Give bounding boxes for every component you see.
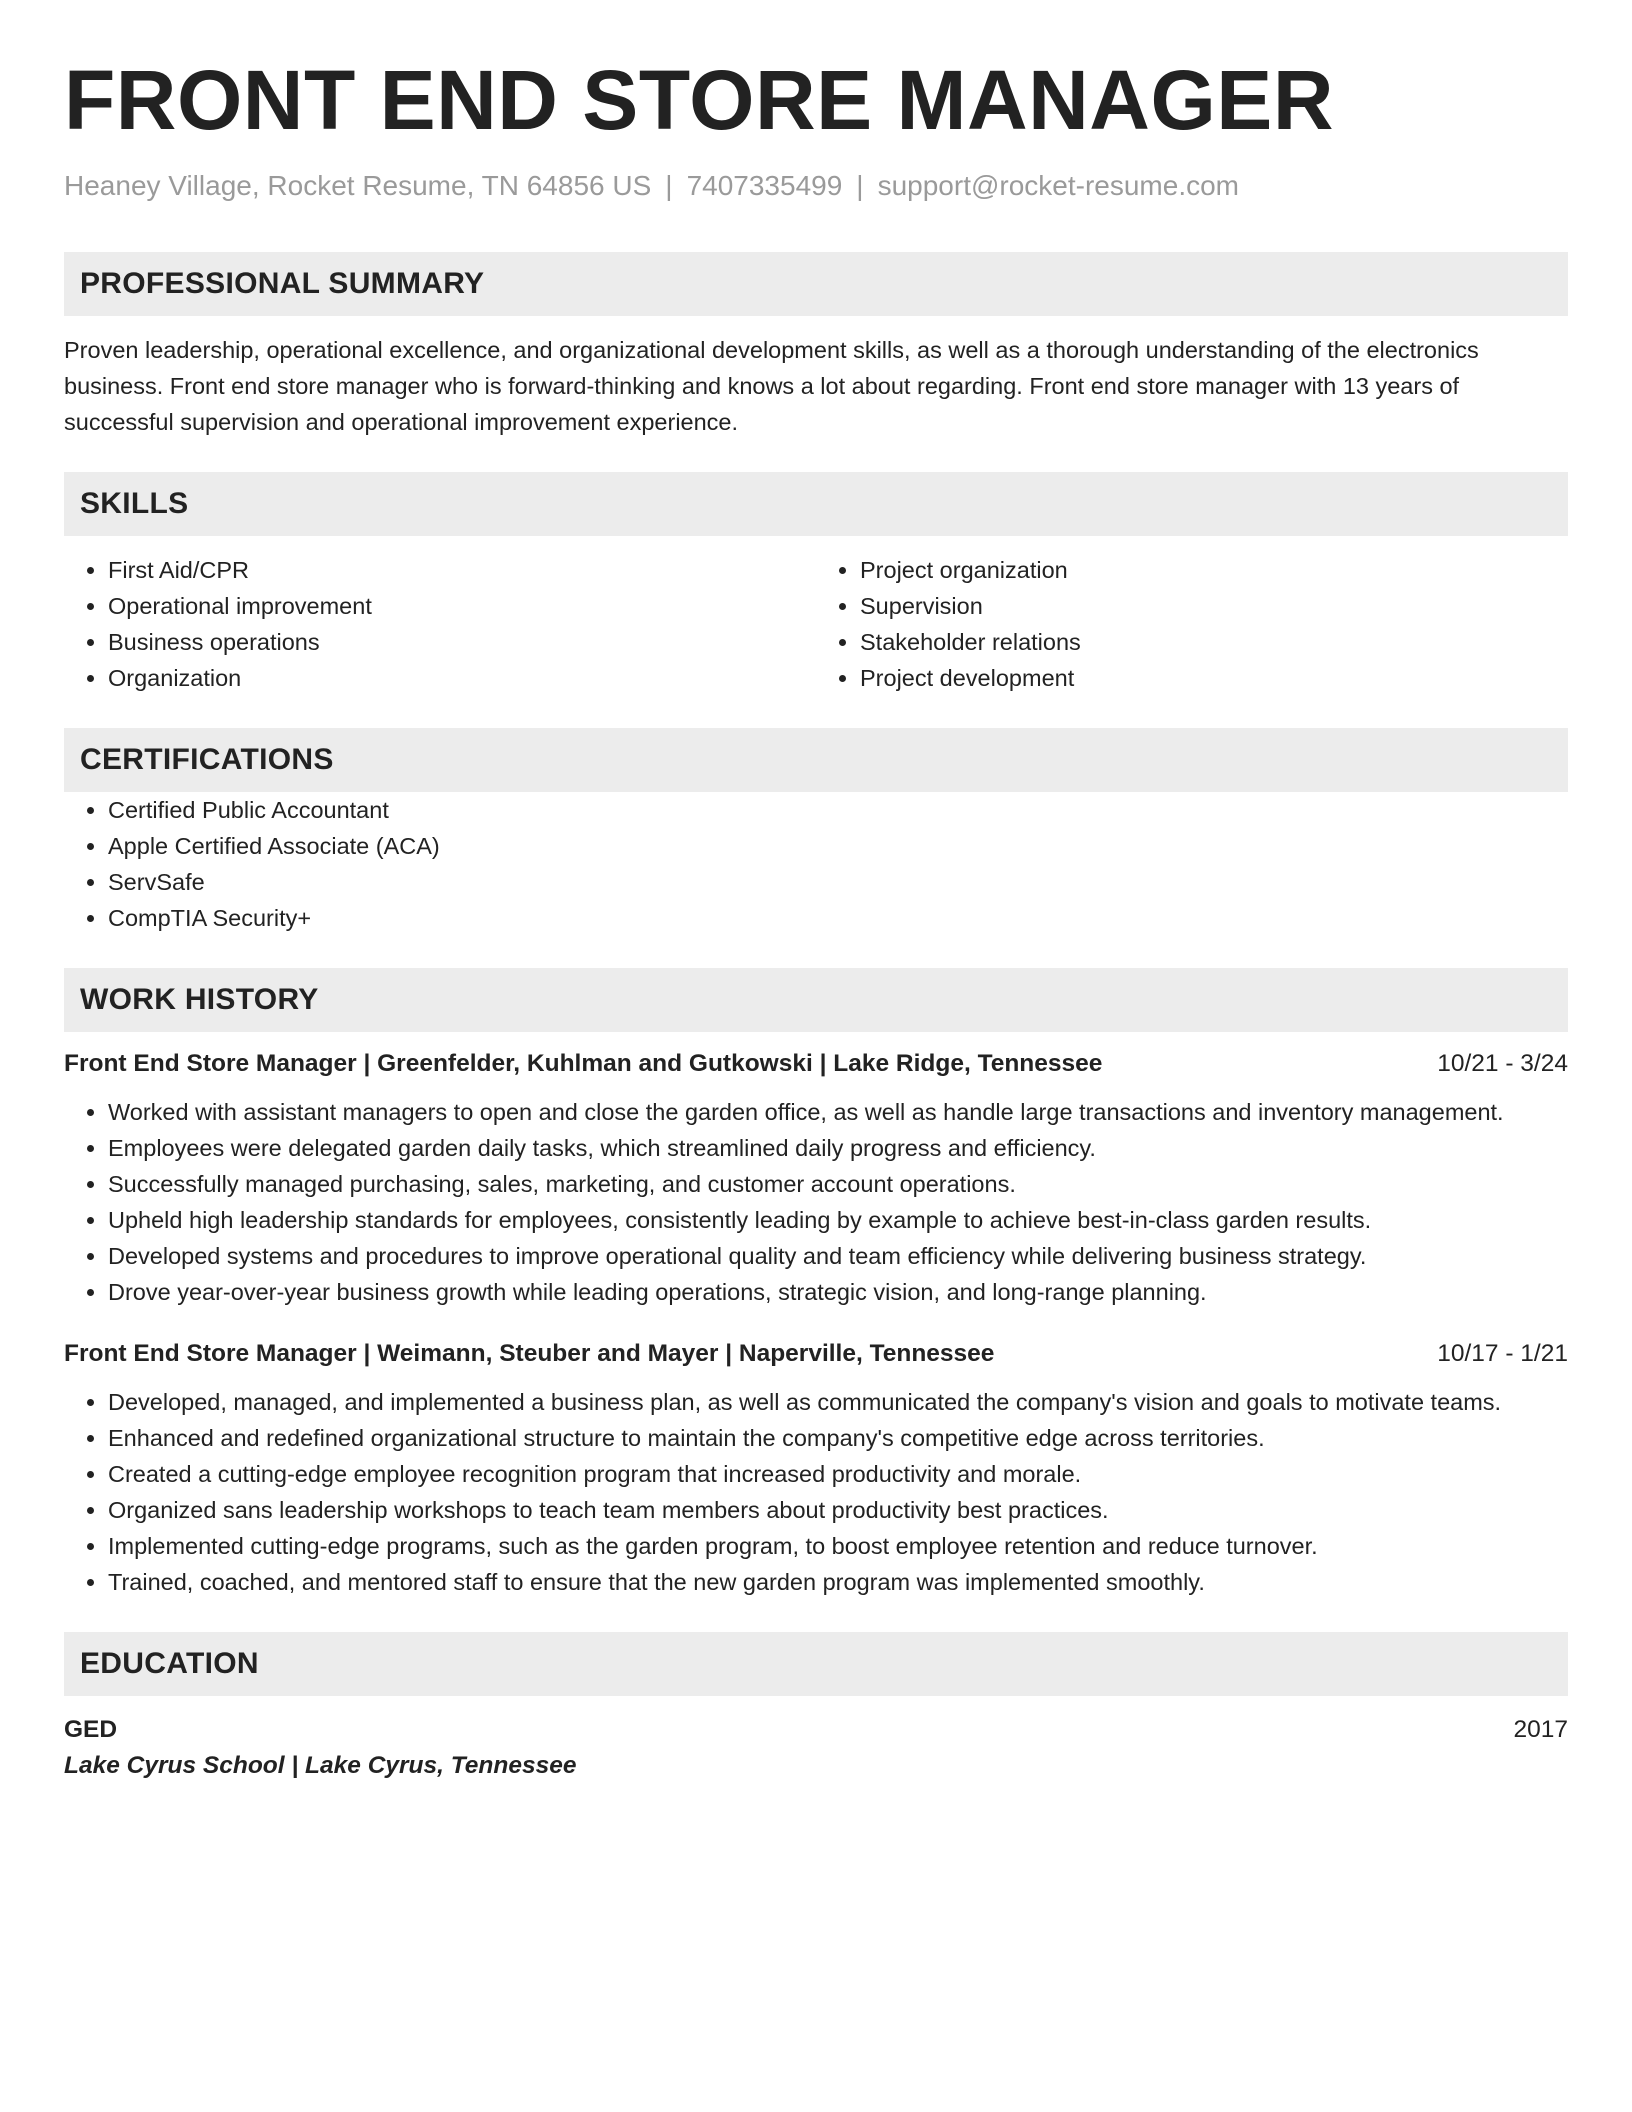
- job-title: Front End Store Manager | Greenfelder, Kuhlman and Gutkowski | Lake Ridge, Tennessee: [64, 1050, 1103, 1077]
- job-dates: 10/17 - 1/21: [1437, 1340, 1568, 1367]
- education-heading: EDUCATION: [80, 1647, 259, 1680]
- job-bullet: • Upheld high leadership standards for employees, consistently leading by example to achieve best-in-class garden results.: [108, 1202, 1568, 1238]
- certifications-section: [64, 728, 1568, 936]
- skill-item: • Organization: [108, 660, 816, 696]
- contact-separator: |: [856, 170, 864, 201]
- job-bullet: • Created a cutting-edge employee recognition program that increased productivity and morale.: [108, 1456, 1568, 1492]
- summary-heading: PROFESSIONAL SUMMARY: [80, 267, 485, 300]
- education-header: [64, 1716, 1568, 1744]
- section-header: [64, 472, 1568, 536]
- certification-item: • ServSafe: [108, 864, 1568, 900]
- contact-separator: |: [665, 170, 673, 201]
- section-header: [64, 1632, 1568, 1696]
- contact-phone: 7407335499: [686, 170, 843, 201]
- skills-list-right: [816, 552, 1568, 696]
- job-bullet: • Developed, managed, and implemented a business plan, as well as communicated the company's vision and goals to motivate teams.: [108, 1384, 1568, 1420]
- section-header: [64, 252, 1568, 316]
- work-history-section: [64, 968, 1568, 1600]
- skill-item: • Supervision: [860, 588, 1568, 624]
- certification-item: • Apple Certified Associate (ACA): [108, 828, 1568, 864]
- education-school: Lake Cyrus School | Lake Cyrus, Tennessee: [64, 1752, 577, 1779]
- education-year: 2017: [1513, 1716, 1568, 1743]
- job-dates: 10/21 - 3/24: [1437, 1050, 1568, 1077]
- job-bullet: • Successfully managed purchasing, sales, marketing, and customer account operations.: [108, 1166, 1568, 1202]
- summary-text: Proven leadership, operational excellence, and organizational development skills, as well as a thorough understanding of the electronics business. Front end store manager who is forward-thinking and knows a lot about regarding. Front end store manager with 13 years of successful supervision and operational improvement experience.: [64, 337, 1479, 435]
- job-bullet: • Implemented cutting-edge programs, such as the garden program, to boost employee retention and reduce turnover.: [108, 1528, 1568, 1564]
- summary-section: [64, 252, 1568, 440]
- contact-email: support@rocket-resume.com: [877, 170, 1240, 201]
- job-header: [64, 1340, 1568, 1368]
- job-bullets: [64, 1384, 1568, 1600]
- job-bullet: • Employees were delegated garden daily tasks, which streamlined daily progress and efficiency.: [108, 1130, 1568, 1166]
- contact-address: Heaney Village, Rocket Resume, TN 64856 US: [64, 170, 652, 201]
- skill-item: • Project organization: [860, 552, 1568, 588]
- work-history-heading: WORK HISTORY: [80, 983, 319, 1016]
- certification-item: • Certified Public Accountant: [108, 792, 1568, 828]
- resume-name: FRONT END STORE MANAGER: [64, 53, 1334, 147]
- contact-line: [64, 170, 1568, 202]
- job-bullet: • Drove year-over-year business growth while leading operations, strategic vision, and long-range planning.: [108, 1274, 1568, 1310]
- job-bullet: • Trained, coached, and mentored staff to ensure that the new garden program was implemented smoothly.: [108, 1564, 1568, 1600]
- job-header: [64, 1050, 1568, 1078]
- job-bullet: • Organized sans leadership workshops to teach team members about productivity best practices.: [108, 1492, 1568, 1528]
- certifications-list: [64, 792, 1568, 936]
- job-bullets: [64, 1094, 1568, 1310]
- certifications-heading: CERTIFICATIONS: [80, 743, 334, 776]
- section-header: [64, 728, 1568, 792]
- job-entry: [64, 1340, 1568, 1600]
- job-title: Front End Store Manager | Weimann, Steuber and Mayer | Naperville, Tennessee: [64, 1340, 995, 1367]
- skill-item: • Operational improvement: [108, 588, 816, 624]
- job-bullet: • Enhanced and redefined organizational structure to maintain the company's competitive edge across territories.: [108, 1420, 1568, 1456]
- section-header: [64, 968, 1568, 1032]
- skill-item: • Stakeholder relations: [860, 624, 1568, 660]
- skill-item: • Project development: [860, 660, 1568, 696]
- job-bullet: • Worked with assistant managers to open and close the garden office, as well as handle large transactions and inventory management.: [108, 1094, 1568, 1130]
- skills-grid: [64, 552, 1568, 696]
- skills-list-left: [64, 552, 816, 696]
- job-entry: [64, 1050, 1568, 1310]
- skill-item: • Business operations: [108, 624, 816, 660]
- skill-item: • First Aid/CPR: [108, 552, 816, 588]
- skills-section: [64, 472, 1568, 696]
- job-bullet: • Developed systems and procedures to improve operational quality and team efficiency while delivering business strategy.: [108, 1238, 1568, 1274]
- education-section: [64, 1632, 1568, 1780]
- certification-item: • CompTIA Security+: [108, 900, 1568, 936]
- education-degree: GED: [64, 1716, 118, 1743]
- skills-heading: SKILLS: [80, 487, 189, 520]
